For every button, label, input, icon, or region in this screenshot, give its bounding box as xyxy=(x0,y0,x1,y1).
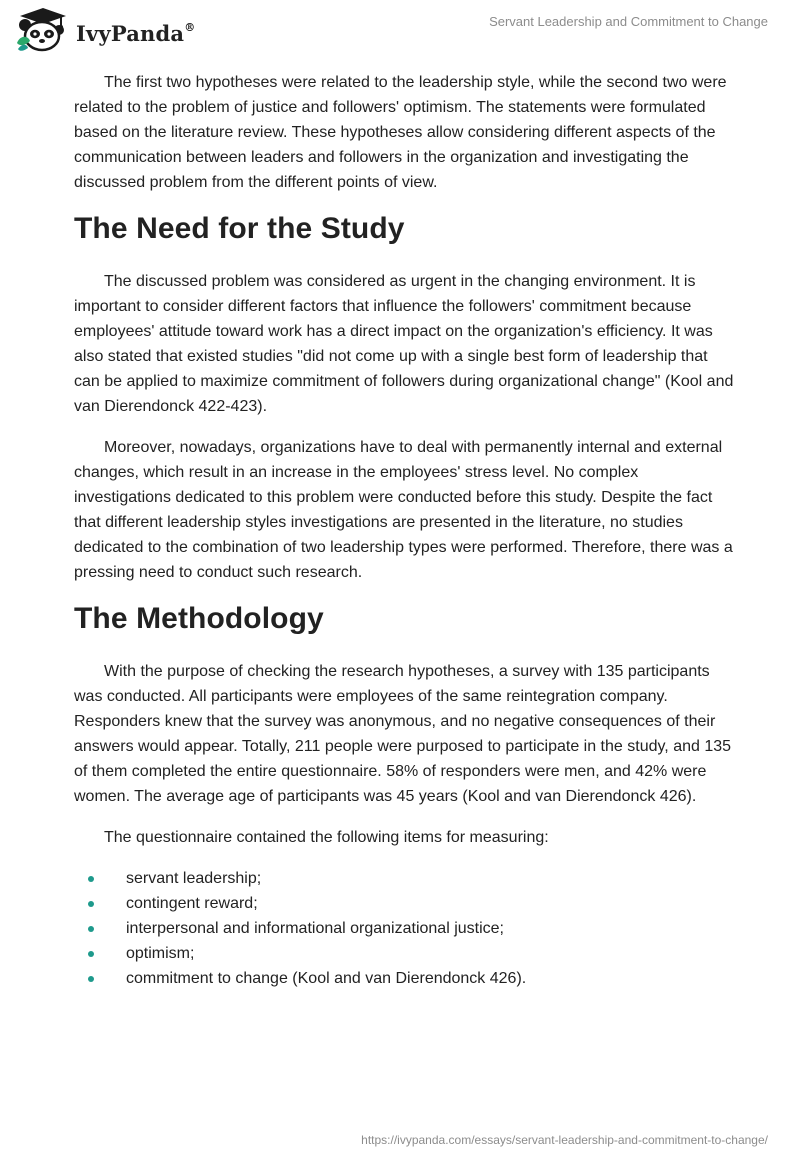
paragraph: The questionnaire contained the following items for measuring: xyxy=(104,829,549,846)
list-item-text: servant leadership; xyxy=(126,870,262,887)
paragraph: Moreover, nowadays, organizations have to deal with permanently internal and external changes, which result in an increase in the employees' stress level. No complex investigations dedicated to this problem were conducted before this study. Despite the fact that different leadership styles investigations are presented in the literature, no studies dedicated to the combination of two leadership types were performed. Therefore, there was a pressing need to conduct such research. xyxy=(74,439,733,581)
document-title: Servant Leadership and Commitment to Change xyxy=(489,14,768,29)
intro-paragraph: The first two hypotheses were related to the leadership style, while the second two were related to the problem of justice and followers' optimism. The statements were formulated based on the literature review. These hypotheses allow considering different aspects of the communication between leaders and followers in the organization and investigating the discussed problem from the different points of view. xyxy=(74,74,727,191)
list-item xyxy=(74,866,734,891)
brand-name: IvyPanda® xyxy=(76,21,196,46)
bullet-icon xyxy=(88,876,94,882)
section-heading-methodology: The Methodology xyxy=(74,602,324,635)
list-item xyxy=(74,966,734,991)
bullet-icon xyxy=(88,901,94,907)
list-item-text: commitment to change (Kool and van Dierendonck 426). xyxy=(126,970,527,987)
ivypanda-logo[interactable] xyxy=(14,7,194,53)
bullet-icon xyxy=(88,926,94,932)
source-url[interactable]: https://ivypanda.com/essays/servant-leadership-and-commitment-to-change/ xyxy=(361,1133,768,1147)
list-item xyxy=(74,916,734,941)
list-item xyxy=(74,941,734,966)
paragraph: With the purpose of checking the research hypotheses, a survey with 135 participants was conducted. All participants were employees of the same reintegration company. Responders knew that the survey was anonymous, and no negative consequences of their answers would appear. Totally, 211 people were purposed to participate in the study, and 135 of them completed the entire questionnaire. 58% of responders were men, and 42% were women. The average age of participants was 45 years (Kool and van Dierendonck 426). xyxy=(74,663,732,805)
questionnaire-items-list xyxy=(74,866,734,991)
list-item-text: interpersonal and informational organizational justice; xyxy=(126,920,504,937)
registered-mark: ® xyxy=(184,21,196,34)
list-item xyxy=(74,891,734,916)
page-header xyxy=(0,0,800,56)
bullet-icon xyxy=(88,976,94,982)
article-body xyxy=(74,70,734,991)
list-item-text: optimism; xyxy=(126,945,195,962)
list-item-text: contingent reward; xyxy=(126,895,258,912)
panda-logo-icon xyxy=(14,7,72,53)
paragraph: The discussed problem was considered as urgent in the changing environment. It is important to consider different factors that influence the followers' commitment because employees' attitude toward work has a direct impact on the organization's efficiency. It was also stated that existed studies "did not come up with a single best form of leadership that can be applied to maximize commitment of followers during organizational change" (Kool and van Dierendonck 422-423). xyxy=(74,273,734,415)
section-heading-need-for-study: The Need for the Study xyxy=(74,212,405,245)
bullet-icon xyxy=(88,951,94,957)
